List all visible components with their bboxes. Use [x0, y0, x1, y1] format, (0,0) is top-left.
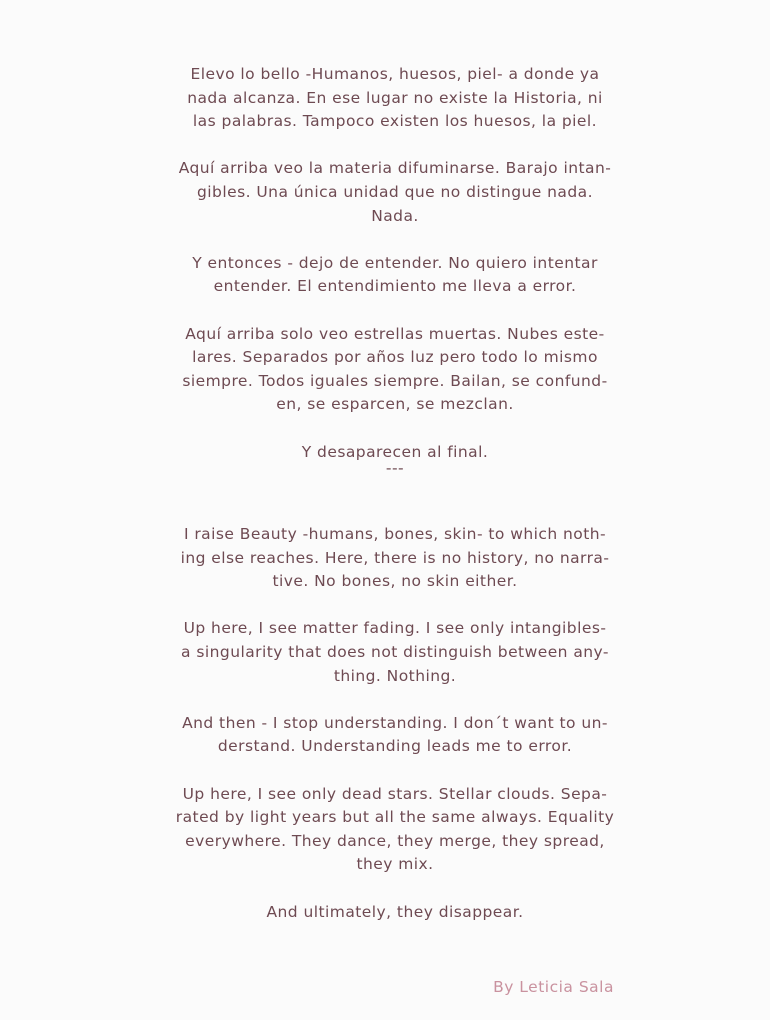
poem-line: I raise Beauty -humans, bones, skin- to which noth- [183, 525, 607, 544]
poem-line: Elevo lo bello -Humanos, huesos, piel- a donde ya [190, 65, 600, 83]
poem-line: Aquí arriba veo la materia difuminarse. Barajo intan- [178, 159, 612, 178]
poem-line: Nada. [371, 206, 419, 225]
poem-line: entender. El entendimiento me lleva a error. [213, 277, 577, 296]
spanish-stanza-1 [150, 63, 640, 134]
poem-line: derstand. Understanding leads me to error. [217, 737, 573, 756]
english-stanza-3 [150, 712, 640, 759]
english-stanza-5 [150, 901, 640, 925]
poem-line: Y desaparecen al final. [301, 442, 489, 461]
poem-line: en, se esparcen, se mezclan. [276, 395, 514, 414]
poem-line: rated by light years but all the same always. Equality [175, 808, 615, 827]
poem-line: a singularity that does not distinguish between any- [181, 643, 609, 662]
poem [150, 63, 640, 924]
poem-line: siempre. Todos iguales siempre. Bailan, se confund- [182, 371, 608, 390]
english-stanza-2 [150, 617, 640, 688]
section-separator: --- [385, 459, 405, 478]
english-stanza-4 [150, 783, 640, 877]
english-stanza-1 [150, 523, 640, 594]
poem-line: they mix. [356, 855, 434, 874]
poem-line: ing else reaches. Here, there is no history, no narra- [180, 548, 610, 567]
poem-line: tive. No bones, no skin either. [272, 572, 518, 591]
poem-line: las palabras. Tampoco existen los huesos, la piel. [192, 112, 598, 131]
poem-line: Up here, I see matter fading. I see only intangibles- [183, 619, 607, 638]
spanish-stanza-2 [150, 157, 640, 228]
spanish-stanza-3 [150, 252, 640, 299]
spanish-stanza-4 [150, 323, 640, 417]
poem-line: gibles. Una única unidad que no distingue nada. [197, 182, 593, 201]
poem-line: And ultimately, they disappear. [266, 902, 524, 921]
poem-line: Y entonces - dejo de entender. No quiero intentar [192, 253, 598, 272]
poem-line: Aquí arriba solo veo estrellas muertas. Nubes este- [185, 324, 605, 343]
poem-line: everywhere. They dance, they merge, they spread, [185, 831, 605, 850]
author-signature: By Leticia Sala [493, 978, 614, 996]
poem-line: lares. Separados por años luz pero todo lo mismo [192, 348, 598, 367]
poem-line: thing. Nothing. [333, 666, 457, 685]
poem-line: nada alcanza. En ese lugar no existe la Historia, ni [187, 88, 603, 107]
poem-line: Up here, I see only dead stars. Stellar clouds. Sepa- [182, 784, 608, 803]
poem-line: And then - I stop understanding. I don´t want to un- [182, 713, 608, 732]
spanish-stanza-5 [150, 441, 640, 476]
